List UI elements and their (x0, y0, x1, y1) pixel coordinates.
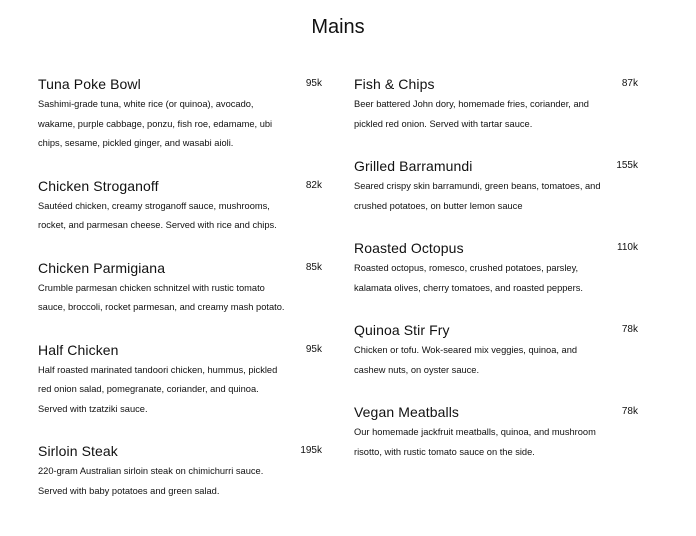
menu-item-header (38, 340, 322, 361)
description-line: Sautéed chicken, creamy stroganoff sauce, mushrooms, (38, 200, 270, 211)
menu-item-header (354, 74, 638, 95)
description-line: Half roasted marinated tandoori chicken, hummus, pickled (38, 364, 278, 375)
menu-item-header (354, 320, 638, 341)
menu-item-price: 82k (305, 179, 322, 191)
description-line: Beer battered John dory, homemade fries, coriander, and (354, 99, 589, 109)
menu-item-price: 195k (300, 445, 322, 456)
menu-item-description (354, 95, 638, 134)
description-line: Crumble parmesan chicken schnitzel with rustic tomato (38, 282, 265, 293)
menu-item-description (354, 177, 638, 216)
menu-item (38, 176, 322, 236)
description-line: pickled red onion. Served with tartar sauce. (354, 118, 533, 129)
description-line: 220-gram Australian sirloin steak on chimichurri sauce. (38, 466, 264, 476)
menu-item-description (354, 259, 638, 298)
menu-item-description (354, 423, 638, 462)
menu-column-left (38, 74, 322, 523)
menu-item-price: 85k (305, 261, 322, 273)
menu-item-header (354, 402, 638, 423)
menu-item-description (354, 341, 638, 380)
description-line: crushed potatoes, on butter lemon sauce (354, 200, 523, 211)
description-line: Served with baby potatoes and green salad. (38, 485, 220, 496)
menu-item (38, 340, 322, 420)
menu-item-header (38, 258, 322, 279)
description-line: sauce, broccoli, rocket parmesan, and creamy mash potato. (38, 302, 285, 312)
description-line: Roasted octopus, romesco, crushed potatoes, parsley, (354, 263, 579, 273)
menu-item-description (38, 361, 322, 420)
menu-item (354, 402, 638, 462)
menu-item (354, 156, 638, 216)
menu-item-header (354, 238, 638, 259)
menu-item (354, 320, 638, 380)
menu-item (354, 74, 638, 134)
menu-item-name: Grilled Barramundi (354, 158, 473, 174)
description-line: Served with tzatziki sauce. (38, 403, 148, 414)
menu-item-price: 95k (305, 343, 322, 355)
menu-item-description (38, 95, 322, 154)
menu-item-description (38, 197, 322, 236)
menu-item-price: 87k (621, 78, 638, 89)
menu-item-header (354, 156, 638, 177)
page-title: Mains (311, 16, 365, 38)
menu-item (354, 238, 638, 298)
description-line: cashew nuts, on oyster sauce. (354, 364, 480, 375)
menu-item-price: 78k (621, 406, 638, 417)
menu-item-name: Tuna Poke Bowl (38, 76, 141, 92)
menu-item-header (38, 74, 322, 95)
menu-item-name: Roasted Octopus (354, 240, 464, 256)
description-line: red onion salad, pomegranate, coriander, and quinoa. (38, 384, 259, 394)
menu-item (38, 441, 322, 501)
menu-item-price: 110k (617, 242, 638, 253)
menu-item-name: Quinoa Stir Fry (354, 322, 450, 338)
description-line: Chicken or tofu. Wok-seared mix veggies, quinoa, and (354, 345, 578, 355)
menu-item-price: 78k (621, 324, 638, 335)
menu-item-name: Chicken Stroganoff (38, 177, 159, 194)
menu-item-price: 95k (305, 78, 322, 89)
menu-item (38, 74, 322, 154)
menu-item-name: Fish & Chips (354, 76, 435, 92)
menu-item-name: Vegan Meatballs (354, 404, 460, 420)
description-line: rocket, and parmesan cheese. Served with rice and chips. (38, 220, 277, 230)
menu-item-name: Sirloin Steak (38, 443, 118, 459)
menu-item-name: Half Chicken (38, 341, 119, 358)
description-line: wakame, purple cabbage, ponzu, fish roe, edamame, ubi (38, 118, 273, 129)
menu-item-price: 155k (616, 160, 638, 171)
menu-item-header (38, 441, 322, 462)
description-line: Sashimi-grade tuna, white rice (or quinoa), avocado, (38, 99, 254, 109)
menu-column-right (354, 74, 638, 484)
description-line: Seared crispy skin barramundi, green beans, tomatoes, and (354, 181, 601, 191)
description-line: risotto, with rustic tomato sauce on the side. (354, 446, 535, 457)
menu-item (38, 258, 322, 318)
menu-item-header (38, 176, 322, 197)
description-line: chips, sesame, pickled ginger, and wasabi aioli. (38, 138, 234, 148)
menu-item-name: Chicken Parmigiana (38, 259, 166, 276)
menu-item-description (38, 462, 322, 501)
menu-item-description (38, 279, 322, 318)
description-line: Our homemade jackfruit meatballs, quinoa, and mushroom (354, 427, 596, 437)
description-line: kalamata olives, cherry tomatoes, and roasted peppers. (354, 282, 583, 293)
